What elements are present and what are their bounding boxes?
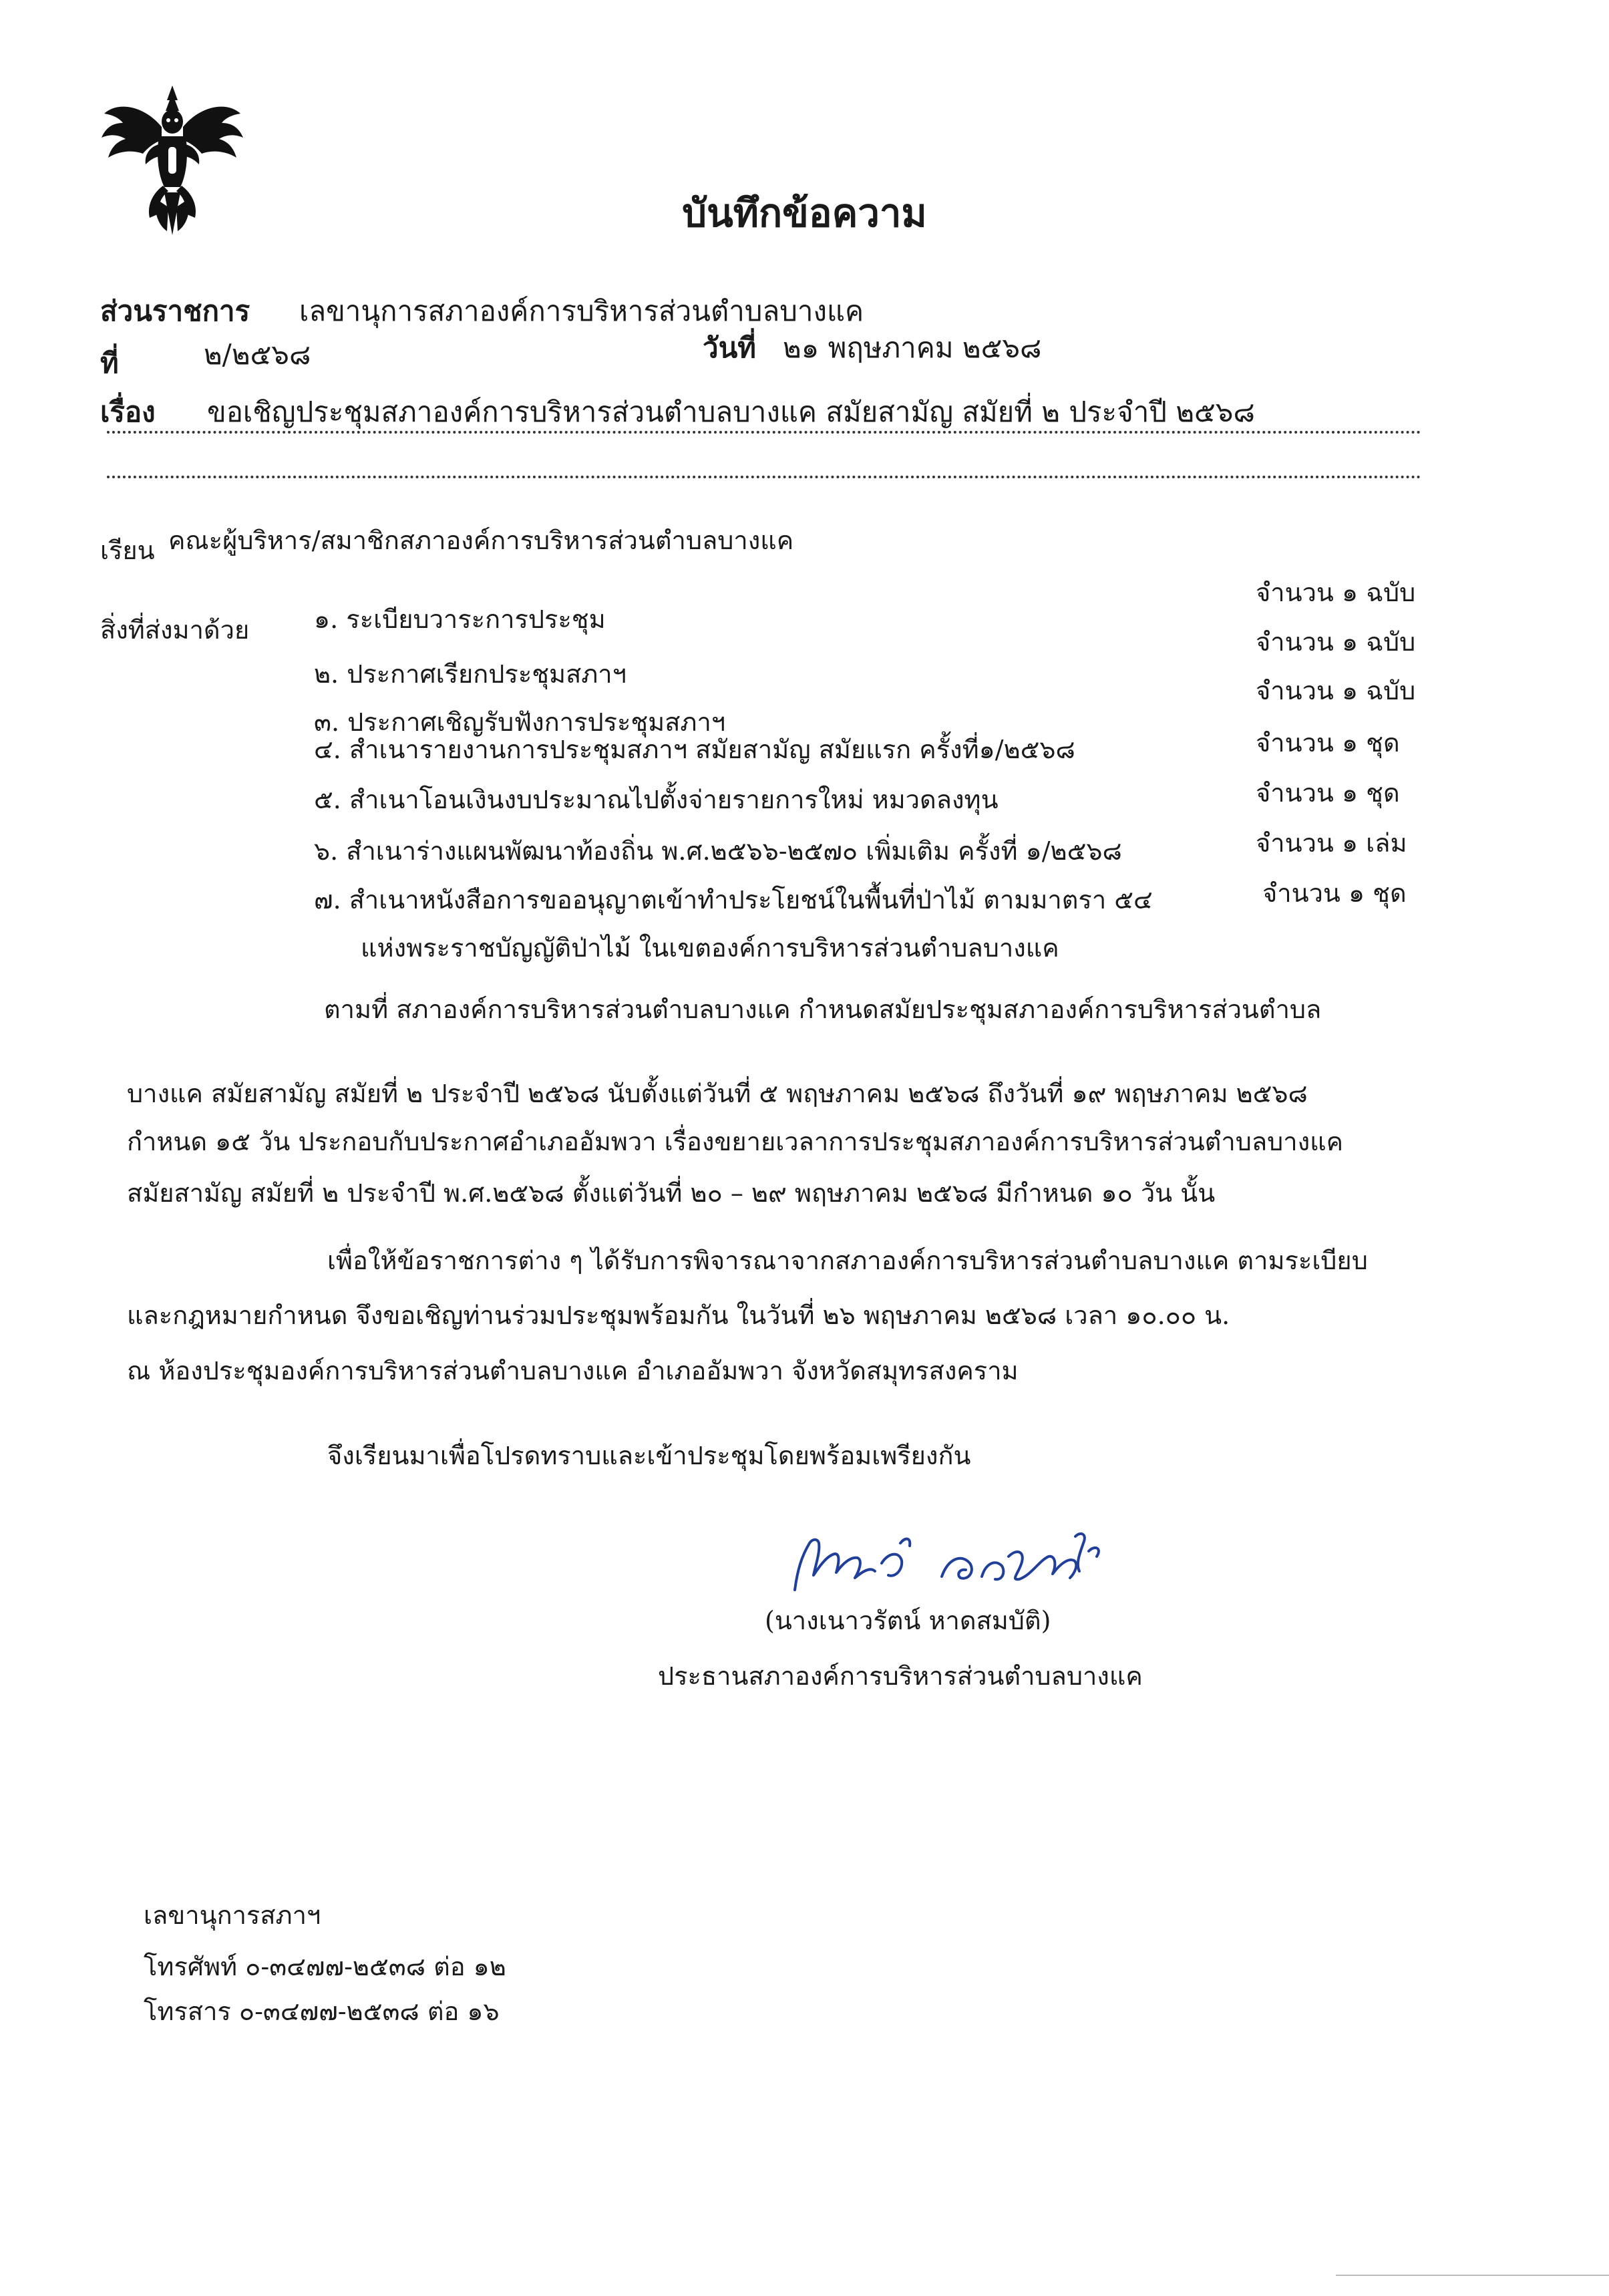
signatory-position: ประธานสภาองค์การบริหารส่วนตำบลบางแค (658, 1661, 1143, 1691)
subject-label: เรื่อง (100, 395, 156, 428)
closing-line: จึงเรียนมาเพื่อโปรดทราบและเข้าประชุมโดยพร้อมเพรียงกัน (327, 1441, 971, 1470)
subject-dotted-line-2 (107, 476, 1421, 478)
document-title: บันทึกข้อความ (682, 190, 927, 236)
body-paragraph-line: ตามที่ สภาองค์การบริหารส่วนตำบลบางแค กำหนดสมัยประชุมสภาองค์การบริหารส่วนตำบล (324, 995, 1322, 1024)
subject-value: ขอเชิญประชุมสภาองค์การบริหารส่วนตำบลบางแค สมัยสามัญ สมัยที่ ๒ ประจำปี ๒๕๖๘ (207, 395, 1255, 428)
enclosure-qty: จำนวน ๑ เล่ม (1256, 828, 1407, 858)
enclosure-qty: จำนวน ๑ ฉบับ (1256, 627, 1416, 657)
footer-fax: โทรสาร ๐-๓๔๗๗-๒๕๓๘ ต่อ ๑๖ (144, 1997, 500, 2026)
body-paragraph-line: ณ ห้องประชุมองค์การบริหารส่วนตำบลบางแค อำเภออัมพวา จังหวัดสมุทรสงคราม (127, 1356, 1019, 1385)
handwritten-signature (781, 1516, 1115, 1603)
enclosures-label: สิ่งที่ส่งมาด้วย (100, 615, 250, 645)
body-paragraph-line: สมัยสามัญ สมัยที่ ๒ ประจำปี พ.ศ.๒๕๖๘ ตั้งแต่วันที่ ๒๐ – ๒๙ พฤษภาคม ๒๕๖๘ มีกำหนด ๑๐ วัน นั้น (127, 1178, 1216, 1208)
body-paragraph-line: เพื่อให้ข้อราชการต่าง ๆ ได้รับการพิจารณาจากสภาองค์การบริหารส่วนตำบลบางแค ตามระเบียบ (327, 1246, 1368, 1275)
agency-value: เลขานุการสภาองค์การบริหารส่วนตำบลบางแค (299, 295, 864, 327)
enclosure-item: ๕. สำเนาโอนเงินงบประมาณไปตั้งจ่ายรายการใหม่ หมวดลงทุน (314, 785, 999, 814)
body-paragraph-line: กำหนด ๑๕ วัน ประกอบกับประกาศอำเภออัมพวา เรื่องขยายเวลาการประชุมสภาองค์การบริหารส่วนตำบลบางแค (127, 1127, 1344, 1156)
body-paragraph-line: บางแค สมัยสามัญ สมัยที่ ๒ ประจำปี ๒๕๖๘ นับตั้งแต่วันที่ ๕ พฤษภาคม ๒๕๖๘ ถึงวันที่ ๑๙ พฤษภาคม ๒๕๖๘ (127, 1079, 1308, 1108)
enclosure-item: ๑. ระเบียบวาระการประชุม (314, 605, 606, 634)
scan-edge-line (1336, 2275, 1609, 2276)
agency-label: ส่วนราชการ (100, 295, 250, 327)
footer-phone: โทรศัพท์ ๐-๓๔๗๗-๒๕๓๘ ต่อ ๑๒ (144, 1952, 506, 1981)
enclosure-item: ๖. สำเนาร่างแผนพัฒนาท้องถิ่น พ.ศ.๒๕๖๖-๒๕๗๐ เพิ่มเติม ครั้งที่ ๑/๒๕๖๘ (314, 836, 1122, 866)
footer-office: เลขานุการสภาฯ (144, 1901, 321, 1930)
enclosure-qty: จำนวน ๑ ชุด (1262, 878, 1407, 908)
date-value: ๒๑ พฤษภาคม ๒๕๖๘ (783, 331, 1042, 364)
enclosure-item-continuation: แห่งพระราชบัญญัติป่าไม้ ในเขตองค์การบริหารส่วนตำบลบางแค (361, 933, 1059, 963)
signatory-name: (นางเนาวรัตน์ หาดสมบัติ) (765, 1606, 1051, 1635)
enclosure-item: ๔. สำเนารายงานการประชุมสภาฯ สมัยสามัญ สมัยแรก ครั้งที่๑/๒๕๖๘ (314, 735, 1075, 764)
subject-dotted-line-1 (107, 431, 1421, 434)
reference-value: ๒/๒๕๖๘ (204, 338, 311, 371)
enclosure-item: ๓. ประกาศเชิญรับฟังการประชุมสภาฯ (314, 707, 726, 737)
enclosure-qty: จำนวน ๑ ฉบับ (1256, 676, 1416, 705)
enclosure-item: ๗. สำเนาหนังสือการขออนุญาตเข้าทำประโยชน์ในพื้นที่ป่าไม้ ตามมาตรา ๕๔ (314, 885, 1153, 915)
enclosure-qty: จำนวน ๑ ฉบับ (1256, 578, 1416, 607)
date-label: วันที่ (703, 331, 756, 364)
enclosure-qty: จำนวน ๑ ชุด (1256, 728, 1400, 758)
enclosure-qty: จำนวน ๑ ชุด (1256, 778, 1400, 808)
enclosure-item: ๒. ประกาศเรียกประชุมสภาฯ (314, 659, 627, 689)
salutation-value: คณะผู้บริหาร/สมาชิกสภาองค์การบริหารส่วนตำบลบางแค (168, 526, 794, 555)
reference-label: ที่ (100, 347, 119, 379)
salutation-label: เรียน (100, 536, 155, 565)
body-paragraph-line: และกฎหมายกำหนด จึงขอเชิญท่านร่วมประชุมพร้อมกัน ในวันที่ ๒๖ พฤษภาคม ๒๕๖๘ เวลา ๑๐.๐๐ น. (127, 1301, 1230, 1330)
